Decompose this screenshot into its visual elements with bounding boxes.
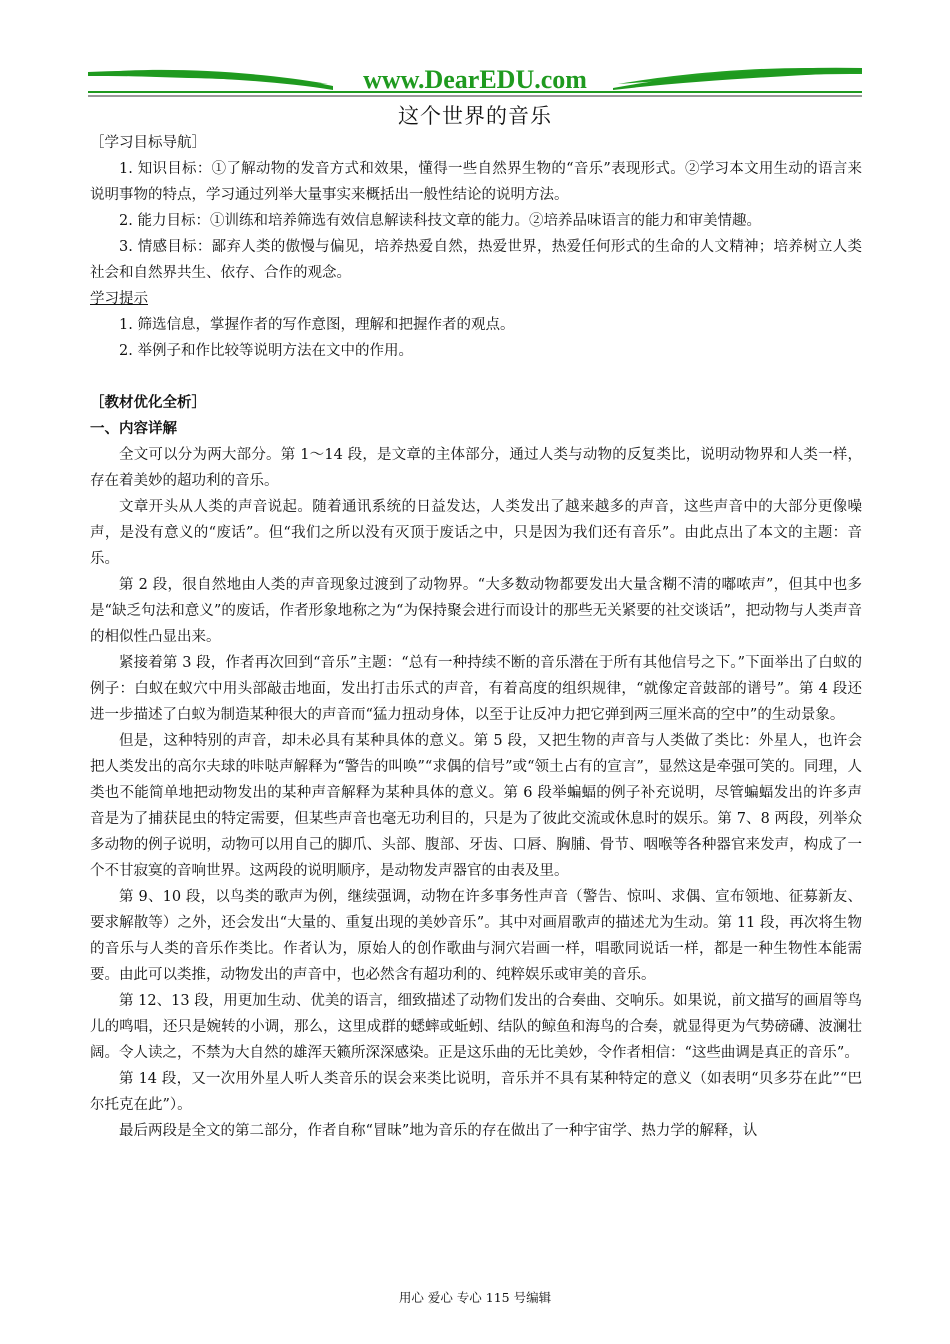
document-body	[90, 130, 862, 1144]
goal-item: 2. 能力目标：①训练和培养筛选有效信息解读科技文章的能力。②培养品味语言的能力和审美情趣。	[119, 213, 761, 229]
goal-item: 3. 情感目标：鄙弃人类的傲慢与偏见，培养热爱自然，热爱世界，热爱任何形式的生命的人文精神；培养树立人类社会和自然界共生、依存、合作的观念。	[90, 239, 862, 281]
tips-header: 学习提示	[90, 291, 148, 307]
goals-header: ［学习目标导航］	[90, 135, 206, 151]
analysis-paragraph: 第 12、13 段，用更加生动、优美的语言，细致描述了动物们发出的合奏曲、交响乐。如果说，前文描写的画眉等鸟儿的鸣唱，还只是婉转的小调，那么，这里成群的蟋蟀或蚯蚓、结队的鲸鱼和海鸟的合奏，就显得更为气势磅礴、波澜壮阔。令人读之，不禁为大自然的雄浑天籁所深深感染。正是这乐曲的无比美妙，令作者相信：“这些曲调是真正的音乐”。	[90, 993, 862, 1061]
analysis-paragraph: 文章开头从人类的声音说起。随着通讯系统的日益发达，人类发出了越来越多的声音，这些声音中的大部分更像噪声，是没有意义的“废话”。但“我们之所以没有灭顶于废话之中，只是因为我们还有音乐”。由此点出了本文的主题：音乐。	[90, 499, 862, 567]
site-banner	[88, 62, 862, 98]
analysis-paragraph: 第 9、10 段，以鸟类的歌声为例，继续强调，动物在许多事务性声音（警告、惊叫、求偶、宣布领地、征募新友、要求解散等）之外，还会发出“大量的、重复出现的美妙音乐”。其中对画眉歌声的描述尤为生动。第 11 段，再次将生物的音乐与人类的音乐作类比。作者认为，原始人的创作歌曲与洞穴岩画一样，唱歌同说话一样，都是一种生物性本能需要。由此可以类推，动物发出的声音中，也必然含有超功利的、纯粹娱乐或审美的音乐。	[90, 889, 862, 983]
analysis-paragraph: 第 2 段，很自然地由人类的声音现象过渡到了动物界。“大多数动物都要发出大量含糊不清的嘟哝声”，但其中也多是“缺乏句法和意义”的废话，作者形象地称之为“为保持聚会进行而设计的那些无关紧要的社交谈话”，把动物与人类声音的相似性凸显出来。	[90, 577, 862, 645]
tip-item: 2. 举例子和作比较等说明方法在文中的作用。	[119, 343, 413, 359]
analysis-header: ［教材优化全析］	[90, 394, 206, 411]
banner-logo	[88, 62, 862, 98]
banner-site-text: www.DearEDU.com	[363, 65, 587, 94]
analysis-subheader: 一、内容详解	[90, 420, 177, 437]
analysis-paragraph: 紧接着第 3 段，作者再次回到“音乐”主题：“总有一种持续不断的音乐潜在于所有其他信号之下。”下面举出了白蚁的例子：白蚁在蚁穴中用头部敲击地面，发出打击乐式的声音，有着高度的组织规律，“就像定音鼓部的谱号”。第 4 段还进一步描述了白蚁为制造某种很大的声音而“猛力扭动身体，以至于让反冲力把它弹到两三厘米高的空中”的生动景象。	[90, 655, 862, 723]
analysis-paragraph: 全文可以分为两大部分。第 1～14 段，是文章的主体部分，通过人类与动物的反复类比，说明动物界和人类一样，存在着美妙的超功利的音乐。	[90, 447, 862, 489]
analysis-paragraph: 最后两段是全文的第二部分，作者自称“冒昧”地为音乐的存在做出了一种宇宙学、热力学的解释，认	[119, 1123, 758, 1139]
page-footer: 用心 爱心 专心 115 号编辑	[398, 1290, 552, 1305]
analysis-paragraph: 第 14 段，又一次用外星人听人类音乐的误会来类比说明，音乐并不具有某种特定的意义（如表明“贝多芬在此”“巴尔托克在此”）。	[90, 1071, 862, 1113]
analysis-paragraph: 但是，这种特别的声音，却未必具有某种具体的意义。第 5 段，又把生物的声音与人类做了类比：外星人，也许会把人类发出的高尔夫球的咔哒声解释为“警告的叫唤”“求偶的信号”或“领土占有的宣言”，显然这是牵强可笑的。同理，人类也不能简单地把动物发出的某种声音解释为某种具体的意义。第 6 段举蝙蝠的例子补充说明，尽管蝙蝠发出的许多声音是为了捕获昆虫的特定需要，但某些声音也毫无功利目的，只是为了彼此交流或休息时的娱乐。第 7、8 两段，列举众多动物的例子说明，动物可以用自己的脚爪、头部、腹部、牙齿、口唇、胸脯、骨节、咽喉等各种器官来发声，构成了一个不甘寂寞的音响世界。这两段的说明顺序，是动物发声器官的由表及里。	[90, 733, 862, 879]
goal-item: 1. 知识目标：①了解动物的发音方式和效果，懂得一些自然界生物的“音乐”表现形式。②学习本文用生动的语言来说明事物的特点，学习通过列举大量事实来概括出一般性结论的说明方法。	[90, 161, 862, 203]
tip-item: 1. 筛选信息，掌握作者的写作意图，理解和把握作者的观点。	[119, 317, 515, 333]
document-title: 这个世界的音乐	[398, 104, 552, 128]
